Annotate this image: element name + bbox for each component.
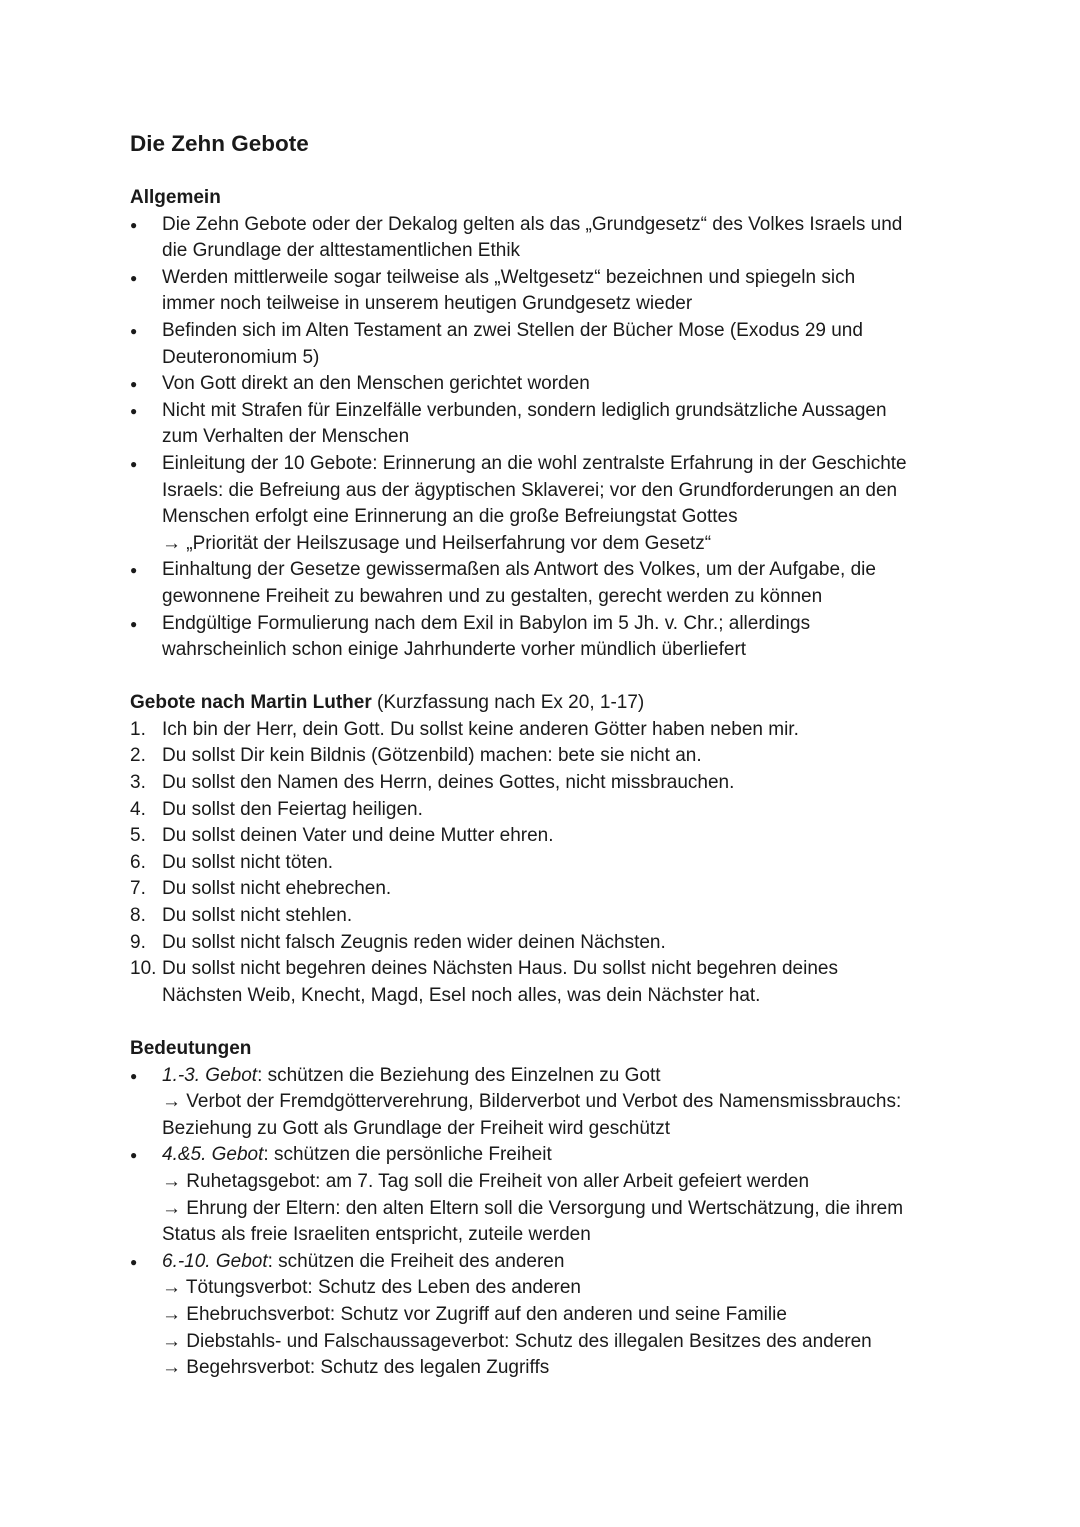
- allgemein-list: [130, 212, 960, 664]
- commandment-item: [130, 743, 960, 770]
- line-text: ● Von Gott direkt an den Menschen gerichtet worden: [162, 373, 590, 395]
- commandment-text: Du sollst nicht begehren deines Nächsten Haus. Du sollst nicht begehren deines: [162, 958, 838, 980]
- commandment-item: [130, 823, 960, 850]
- commandment-text: Du sollst nicht ehebrechen.: [162, 878, 392, 900]
- section-heading-luther: [130, 690, 960, 717]
- line-text: wahrscheinlich schon einige Jahrhunderte vorher mündlich überliefert: [162, 639, 747, 661]
- page-title: Die Zehn Gebote: [130, 131, 309, 156]
- line-text: Beziehung zu Gott als Grundlage der Freiheit wird geschützt: [162, 1117, 670, 1139]
- line-text: die Grundlage der alttestamentlichen Ethik: [162, 240, 521, 262]
- commandment-item: [130, 797, 960, 824]
- line-text: ● Endgültige Formulierung nach dem Exil in Babylon im 5 Jh. v. Chr.; allerdings: [162, 612, 811, 634]
- line-text: → Begehrsverbot: Schutz des legalen Zugriffs: [162, 1357, 550, 1379]
- list-item: [130, 265, 960, 318]
- line-text: → „Priorität der Heilszusage und Heilserfahrung vor dem Gesetz“: [162, 532, 712, 554]
- commandment-text: Du sollst nicht töten.: [162, 851, 334, 873]
- commandment-number: 1.: [130, 718, 146, 740]
- commandment-text: Du sollst nicht falsch Zeugnis reden wider deinen Nächsten.: [162, 931, 666, 953]
- line-text: ● Einleitung der 10 Gebote: Erinnerung an die wohl zentralste Erfahrung in der Geschichte: [162, 452, 907, 474]
- line-text: → Tötungsverbot: Schutz des Leben des anderen: [162, 1277, 581, 1299]
- commandment-number: 10.: [130, 958, 157, 980]
- list-item: [130, 398, 960, 451]
- item-lead: [162, 1142, 960, 1169]
- commandment-text: Du sollst nicht stehlen.: [162, 905, 353, 927]
- line-text: → Ruhetagsgebot: am 7. Tag soll die Freiheit von aller Arbeit gefeiert werden: [162, 1170, 810, 1192]
- line-text: → Ehebruchsverbot: Schutz vor Zugriff auf den anderen und seine Familie: [162, 1303, 787, 1325]
- commandment-number: 3.: [130, 772, 146, 794]
- item-lead: [162, 1249, 960, 1276]
- commandment-number: 8.: [130, 905, 146, 927]
- line-text: ● Befinden sich im Alten Testament an zwei Stellen der Bücher Mose (Exodus 29 und: [162, 319, 863, 341]
- commandment-number: 9.: [130, 931, 146, 953]
- list-item: [130, 371, 960, 398]
- commandment-text: Du sollst deinen Vater und deine Mutter ehren.: [162, 825, 554, 847]
- document-page: [130, 130, 960, 1382]
- list-item: [130, 318, 960, 371]
- luther-subheading: (Kurzfassung nach Ex 20, 1-17): [377, 692, 645, 714]
- list-item: [130, 212, 960, 265]
- commandment-item: [130, 956, 960, 1009]
- list-item: [130, 1142, 960, 1248]
- line-text: → Ehrung der Eltern: den alten Eltern soll die Versorgung und Wertschätzung, die ihrem: [162, 1197, 904, 1219]
- list-item: [130, 557, 960, 610]
- line-text: Status als freie Israeliten entspricht, zuteile werden: [162, 1224, 591, 1246]
- line-text: zum Verhalten der Menschen: [162, 426, 410, 448]
- list-item: [130, 451, 960, 557]
- line-text: → Verbot der Fremdgötterverehrung, Bilderverbot und Verbot des Namensmissbrauchs:: [162, 1091, 902, 1113]
- commandments-list: [130, 717, 960, 1010]
- commandment-number: 7.: [130, 878, 146, 900]
- commandment-number: 4.: [130, 798, 146, 820]
- commandment-text: Nächsten Weib, Knecht, Magd, Esel noch alles, was dein Nächster hat.: [162, 984, 761, 1006]
- gebot-label: 4.&5. Gebot: [162, 1144, 264, 1166]
- line-text: → Diebstahls- und Falschaussageverbot: Schutz des illegalen Besitzes des anderen: [162, 1330, 872, 1352]
- gebot-summary: : schützen die Freiheit des anderen: [267, 1250, 565, 1272]
- line-text: immer noch teilweise in unserem heutigen Grundgesetz wieder: [162, 293, 693, 315]
- bedeutungen-list: [130, 1063, 960, 1382]
- list-item: [130, 1063, 960, 1143]
- gebot-summary: : schützen die Beziehung des Einzelnen zu Gott: [257, 1064, 661, 1086]
- gebot-label: 1.-3. Gebot: [162, 1064, 258, 1086]
- commandment-item: [130, 903, 960, 930]
- line-text: Menschen erfolgt eine Erinnerung an die große Befreiungstat Gottes: [162, 506, 738, 528]
- gebot-label: 6.-10. Gebot: [162, 1250, 268, 1272]
- commandment-number: 2.: [130, 745, 146, 767]
- line-text: ● Einhaltung der Gesetze gewissermaßen als Antwort des Volkes, um der Aufgabe, die: [162, 559, 876, 581]
- commandment-item: [130, 876, 960, 903]
- commandment-number: 5.: [130, 825, 146, 847]
- list-item: [130, 1249, 960, 1382]
- luther-heading-bold: Gebote nach Martin Luther: [130, 692, 372, 714]
- line-text: ● Nicht mit Strafen für Einzelfälle verbunden, sondern lediglich grundsätzliche Aussagen: [162, 399, 887, 421]
- commandment-text: Du sollst den Feiertag heiligen.: [162, 798, 423, 820]
- line-text: Israels: die Befreiung aus der ägyptischen Sklaverei; vor den Grundforderungen an den: [162, 479, 898, 501]
- commandment-text: Ich bin der Herr, dein Gott. Du sollst keine anderen Götter haben neben mir.: [162, 718, 799, 740]
- commandment-item: [130, 717, 960, 744]
- commandment-item: [130, 850, 960, 877]
- line-text: gewonnene Freiheit zu bewahren und zu gestalten, gerecht werden zu können: [162, 585, 823, 607]
- line-text: ● Die Zehn Gebote oder der Dekalog gelten als das „Grundgesetz“ des Volkes Israels und: [162, 213, 903, 235]
- section-heading-allgemein: Allgemein: [130, 187, 221, 208]
- commandment-text: Du sollst Dir kein Bildnis (Götzenbild) machen: bete sie nicht an.: [162, 745, 702, 767]
- commandment-text: Du sollst den Namen des Herrn, deines Gottes, nicht missbrauchen.: [162, 772, 735, 794]
- commandment-item: [130, 770, 960, 797]
- list-item: [130, 611, 960, 664]
- gebot-summary: : schützen die persönliche Freiheit: [263, 1144, 552, 1166]
- section-heading-bedeutungen: Bedeutungen: [130, 1038, 252, 1059]
- commandment-item: [130, 930, 960, 957]
- line-text: Deuteronomium 5): [162, 346, 320, 368]
- commandment-number: 6.: [130, 851, 146, 873]
- item-lead: [162, 1063, 960, 1090]
- line-text: ● Werden mittlerweile sogar teilweise als „Weltgesetz“ bezeichnen und spiegeln sich: [162, 266, 856, 288]
